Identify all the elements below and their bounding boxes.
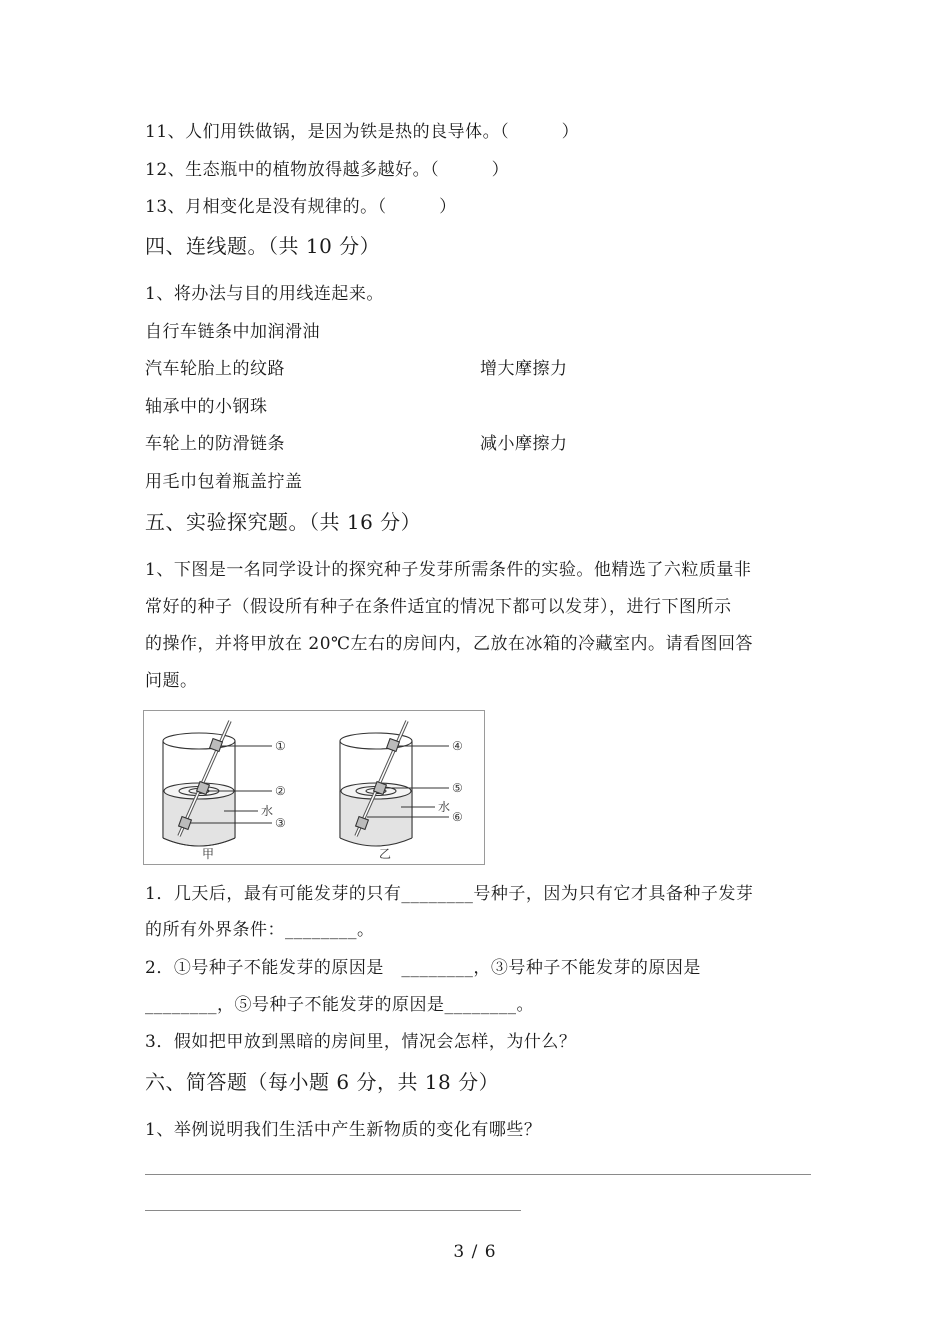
caption-left: 甲 xyxy=(202,847,215,861)
section4-question: 1、将办法与目的用线连起来。 xyxy=(145,284,384,304)
seed-label: ④ xyxy=(452,739,463,753)
caption-right: 乙 xyxy=(379,847,392,861)
judgement-q12: 12、生态瓶中的植物放得越多越好。（ ） xyxy=(145,160,510,180)
seed-experiment-figure xyxy=(143,710,485,865)
water-label: 水 xyxy=(438,800,451,814)
section6-title: 六、简答题（每小题 6 分，共 18 分） xyxy=(145,1070,500,1094)
section5-intro-line: 问题。 xyxy=(145,671,198,691)
section5-question-line: 2．①号种子不能发芽的原因是 ________，③号种子不能发芽的原因是 xyxy=(145,958,701,978)
section5-intro-line: 1、下图是一名同学设计的探究种子发芽所需条件的实验。他精选了六粒质量非 xyxy=(145,560,752,580)
section6-question: 1、举例说明我们生活中产生新物质的变化有哪些？ xyxy=(145,1120,542,1140)
section5-question-line: 3．假如把甲放到黑暗的房间里，情况会怎样，为什么？ xyxy=(145,1032,577,1052)
seed-label: ⑥ xyxy=(452,810,463,824)
section4-title: 四、连线题。（共 10 分） xyxy=(145,234,381,258)
seed-label: ② xyxy=(275,784,286,798)
judgement-q11: 11、人们用铁做锅，是因为铁是热的良导体。（ ） xyxy=(145,122,580,142)
section5-question-line: 1．几天后，最有可能发芽的只有________号种子，因为只有它才具备种子发芽 xyxy=(145,884,754,904)
purpose-item: 减小摩擦力 xyxy=(480,434,568,454)
method-item: 汽车轮胎上的纹路 xyxy=(145,359,285,379)
method-item: 轴承中的小钢珠 xyxy=(145,397,268,417)
page-number: 3 / 6 xyxy=(453,1242,497,1262)
seed-label: ⑤ xyxy=(452,781,463,795)
section5-intro-line: 常好的种子（假设所有种子在条件适宜的情况下都可以发芽），进行下图所示 xyxy=(145,597,732,617)
beaker-right xyxy=(340,721,449,846)
seed-label: ① xyxy=(275,739,286,753)
section5-question-line: 的所有外界条件：________。 xyxy=(145,920,375,940)
method-item: 车轮上的防滑链条 xyxy=(145,434,285,454)
answer-line xyxy=(145,1174,811,1175)
judgement-q13: 13、月相变化是没有规律的。（ ） xyxy=(145,197,457,217)
beaker-left xyxy=(163,721,272,846)
method-item: 用毛巾包着瓶盖拧盖 xyxy=(145,472,303,492)
seed-label: ③ xyxy=(275,816,286,830)
method-item: 自行车链条中加润滑油 xyxy=(145,322,320,342)
answer-line xyxy=(145,1210,521,1211)
purpose-item: 增大摩擦力 xyxy=(480,359,568,379)
section5-intro-line: 的操作，并将甲放在 20℃左右的房间内，乙放在冰箱的冷藏室内。请看图回答 xyxy=(145,634,754,654)
water-label: 水 xyxy=(261,804,274,818)
section5-question-line: ________，⑤号种子不能发芽的原因是________。 xyxy=(145,995,534,1015)
section5-title: 五、实验探究题。（共 16 分） xyxy=(145,510,422,534)
